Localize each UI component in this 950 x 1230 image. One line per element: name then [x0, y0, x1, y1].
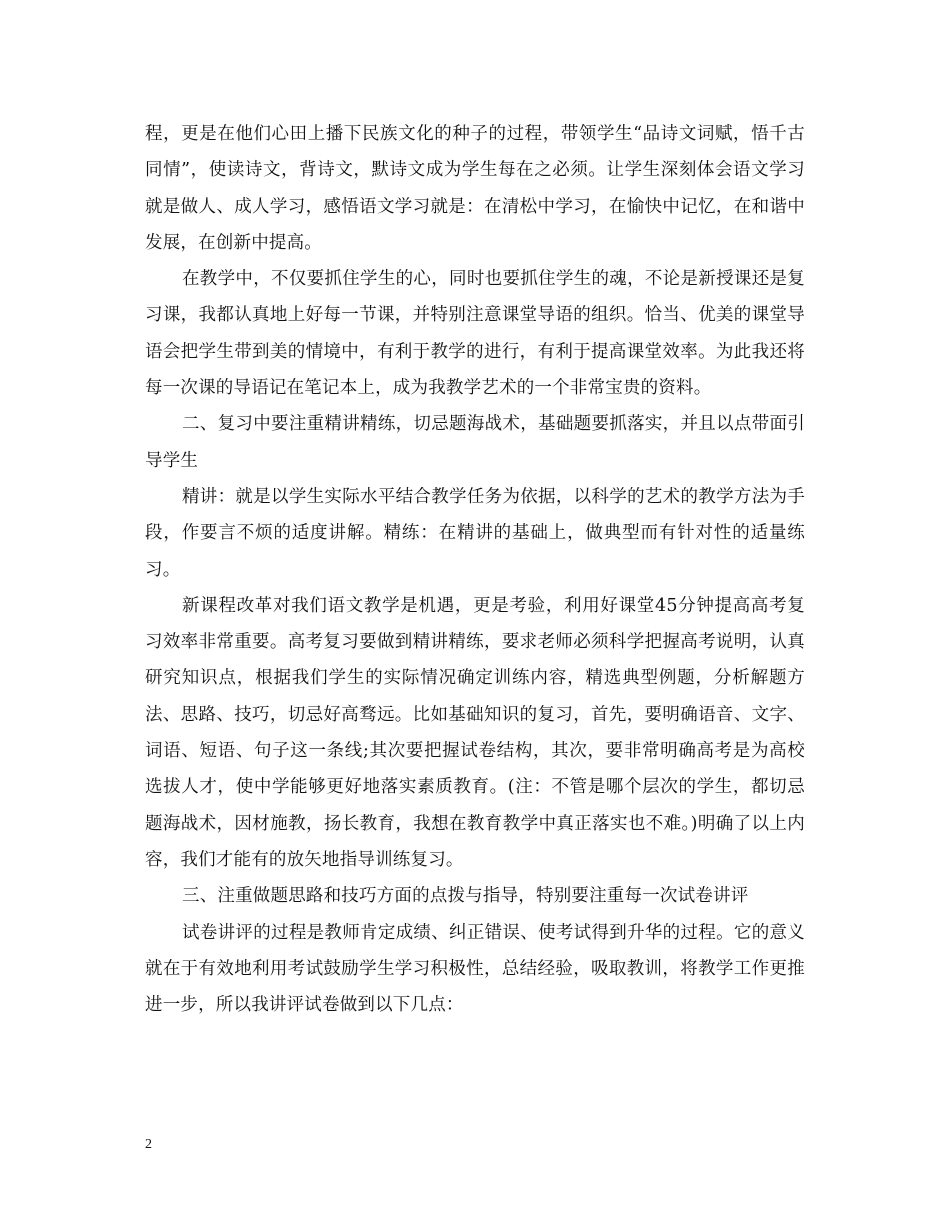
section-heading-3: 三、注重做题思路和技巧方面的点拨与指导，特别要注重每一次试卷讲评 — [182, 886, 749, 907]
paragraph-5: 试卷讲评的过程是教师肯定成绩、纠正错误、使考试得到升华的过程。它的意义就在于有效地利用考试鼓励学生学习积极性，总结经验，吸取教训，将教学工作更推进一步，所以我讲评试卷做到以下几点： — [145, 922, 805, 1016]
page-number: 2 — [145, 1137, 152, 1152]
paragraph-3: 精讲：就是以学生实际水平结合教学任务为依据，以科学的艺术的教学方法为手段，作要言不烦的适度讲解。精练：在精讲的基础上，做典型而有针对性的适量练习。 — [145, 486, 805, 580]
paragraph-2: 在教学中，不仅要抓住学生的心，同时也要抓住学生的魂，不论是新授课还是复习课，我都认真地上好每一节课，并特别注意课堂导语的组织。恰当、优美的课堂导语会把学生带到美的情境中，有利于教学的进行，有利于提高课堂效率。为此我还将每一次课的导语记在笔记本上，成为我教学艺术的一个非常宝贵的资料。 — [145, 269, 805, 399]
document-body — [145, 116, 805, 1023]
paragraph-4: 新课程改革对我们语文教学是机遇，更是考验，利用好课堂45分钟提高高考复习效率非常重要。高考复习要做到精讲精练，要求老师必须科学把握高考说明，认真研究知识点，根据我们学生的实际情况确定训练内容，精选典型例题，分析解题方法、思路、技巧，切忌好高骛远。比如基础知识的复习，首先，要明确语音、文字、词语、短语、句子这一条线;其次要把握试卷结构，其次，要非常明确高考是为高校选拔人才，使中学能够更好地落实素质教育。(注：不管是哪个层次的学生，都切忌题海战术，因材施教，扬长教育，我想在教育教学中真正落实也不难。)明确了以上内容，我们才能有的放矢地指导训练复习。 — [145, 595, 805, 870]
paragraph-1: 程，更是在他们心田上播下民族文化的种子的过程，带领学生“品诗文词赋，悟千古同情”，使读诗文，背诗文，默诗文成为学生每在之必须。让学生深刻体会语文学习就是做人、成人学习，感悟语文学习就是：在清松中学习，在愉快中记忆，在和谐中发展，在创新中提高。 — [145, 124, 805, 253]
section-heading-2: 二、复习中要注重精讲精练，切忌题海战术，基础题要抓落实，并且以点带面引导学生 — [145, 414, 805, 471]
